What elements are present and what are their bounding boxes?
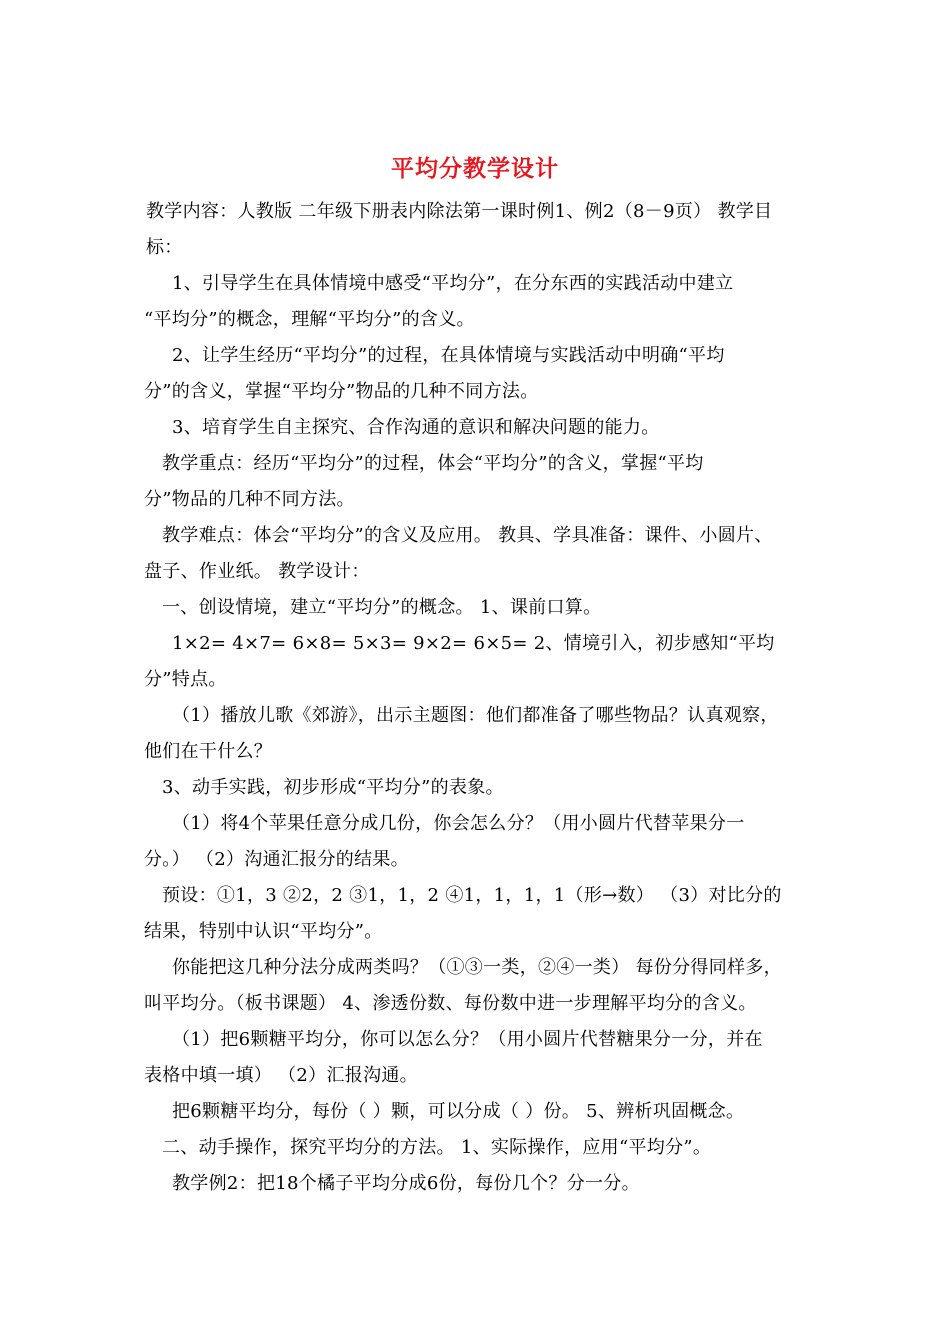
text-line: （1）把6颗糖平均分，你可以怎么分？（用小圆片代替糖果分一分，并在 xyxy=(172,1029,763,1050)
text-line: 2、让学生经历“平均分”的过程，在具体情境与实践活动中明确“平均 xyxy=(172,345,725,366)
text-line: 他们在干什么？ xyxy=(144,741,273,762)
text-line: 分”特点。 xyxy=(144,669,227,690)
text-line: 表格中填一填） （2）汇报沟通。 xyxy=(144,1065,418,1086)
text-line: “平均分”的概念，理解“平均分”的含义。 xyxy=(144,309,475,330)
text-line: （1）播放儿歌《郊游》，出示主题图：他们都准备了哪些物品？认真观察， xyxy=(172,705,779,726)
document-title: 平均分教学设计 xyxy=(391,155,559,182)
text-line: （1）将4个苹果任意分成几份，你会怎么分？（用小圆片代替苹果分一 xyxy=(172,813,745,834)
text-line: 分。） （2）沟通汇报分的结果。 xyxy=(144,849,409,870)
text-line: 把6颗糖平均分，每份（ ）颗，可以分成（ ）份。 5、辨析巩固概念。 xyxy=(172,1101,745,1122)
text-line: 盘子、作业纸。 教学设计： xyxy=(144,561,370,582)
text-line: 教学内容：人教版 二年级下册表内除法第一课时例1、例2（8－9页） 教学目 xyxy=(146,201,773,222)
text-line: 3、动手实践，初步形成“平均分”的表象。 xyxy=(162,777,504,798)
text-line: 叫平均分。（板书课题） 4、渗透份数、每份数中进一步理解平均分的含义。 xyxy=(144,993,757,1014)
text-line: 1×2= 4×7= 6×8= 5×3= 9×2= 6×5= 2、情境引入，初步感知“平均 xyxy=(172,633,775,654)
text-line: 教学难点：体会“平均分”的含义及应用。 教具、学具准备：课件、小圆片、 xyxy=(162,525,773,546)
text-line: 一、创设情境，建立“平均分”的概念。 1、课前口算。 xyxy=(162,597,602,618)
text-line: 二、动手操作，探究平均分的方法。 1、实际操作，应用“平均分”。 xyxy=(162,1137,712,1158)
text-line: 分”物品的几种不同方法。 xyxy=(144,489,355,510)
text-line: 1、引导学生在具体情境中感受“平均分”，在分东西的实践活动中建立 xyxy=(172,273,734,294)
text-line: 3、培育学生自主探究、合作沟通的意识和解决问题的能力。 xyxy=(172,417,660,438)
text-line: 教学例2：把18个橘子平均分成6份，每份几个？分一分。 xyxy=(172,1173,640,1194)
text-line: 标： xyxy=(146,237,183,258)
text-line: 预设：①1，3 ②2，2 ③1，1，2 ④1，1，1，1（形→数） （3）对比分的 xyxy=(162,885,782,906)
text-line: 结果，特别中认识“平均分”。 xyxy=(144,921,383,942)
text-line: 教学重点：经历“平均分”的过程，体会“平均分”的含义，掌握“平均 xyxy=(162,453,704,474)
text-line: 分”的含义，掌握“平均分”物品的几种不同方法。 xyxy=(144,381,539,402)
text-line: 你能把这几种分法分成两类吗？（①③一类，②④一类） 每份分得同样多， xyxy=(172,957,782,978)
